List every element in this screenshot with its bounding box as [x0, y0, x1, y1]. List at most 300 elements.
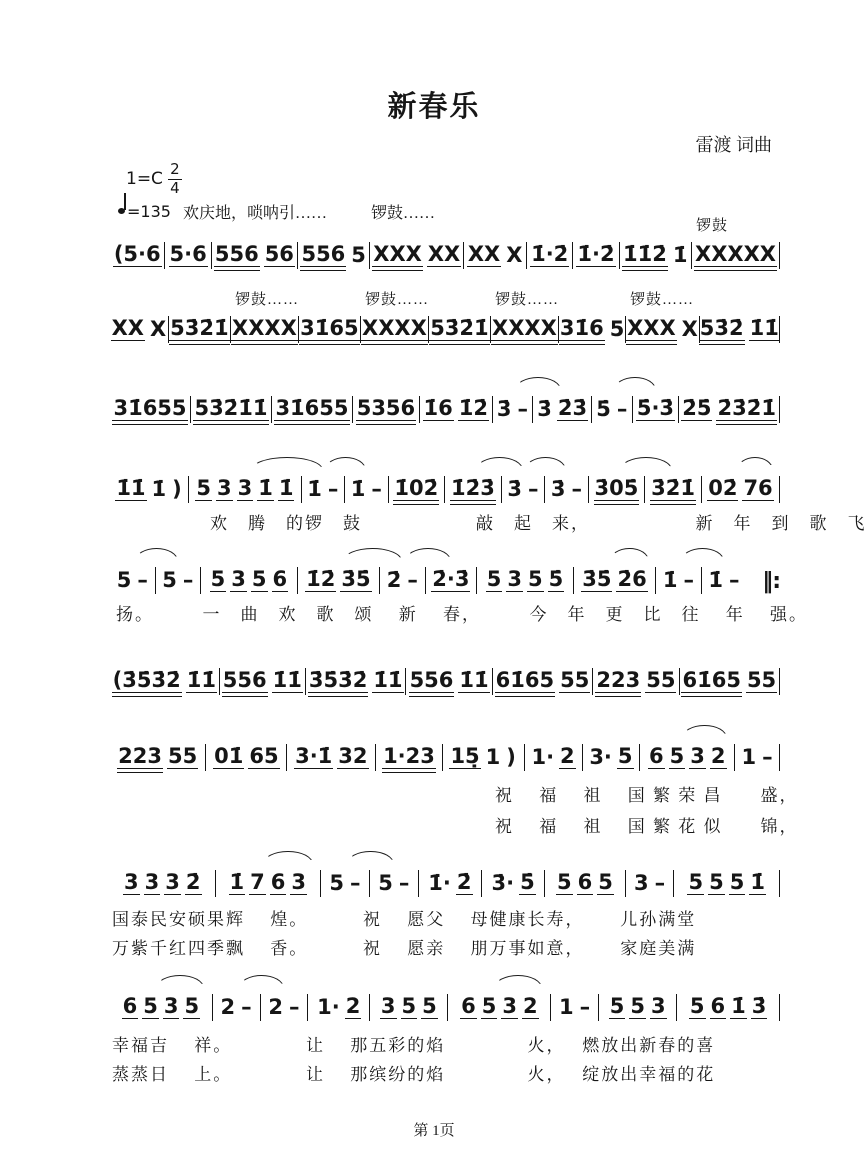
quarter-note-icon	[118, 208, 125, 214]
note-group: 2̇	[456, 870, 472, 894]
note-group: 2̇	[185, 870, 201, 894]
note-group: 1̇	[750, 870, 765, 894]
note-group: XXX	[627, 316, 676, 340]
note-group: 3	[231, 567, 246, 591]
music-line	[110, 863, 780, 897]
note-group: 556	[214, 242, 259, 266]
slur-arc	[263, 851, 312, 864]
percussion-label: 锣鼓……	[370, 204, 435, 222]
measure	[306, 670, 405, 695]
note-group: XXXX	[362, 316, 427, 340]
note-group: 02̇	[708, 476, 738, 500]
measure	[201, 569, 297, 594]
measure	[299, 318, 360, 343]
music-line	[110, 218, 780, 269]
note-group: 1̇1̇	[186, 668, 216, 692]
slur-arc	[325, 457, 366, 470]
percussion-label: 锣鼓……	[365, 292, 430, 308]
measure	[189, 478, 301, 503]
note-group: 2	[710, 744, 726, 768]
measure	[645, 478, 701, 503]
note-group: –	[327, 477, 339, 501]
measure	[370, 244, 463, 269]
measure	[376, 746, 441, 771]
measure	[626, 318, 698, 343]
music-line	[110, 661, 780, 695]
measure	[231, 318, 298, 343]
measure	[353, 398, 419, 423]
note-group: 1̇	[708, 568, 723, 592]
measure	[525, 746, 582, 771]
note-group: 2̇3̇	[557, 396, 588, 420]
slur-arc	[239, 975, 284, 988]
measure	[272, 398, 352, 423]
note-group: 3	[291, 870, 307, 894]
note-group: 5	[609, 317, 625, 341]
note-group: –	[571, 477, 582, 501]
note-group: 1̇	[350, 477, 366, 501]
note-group: (5·6	[113, 242, 161, 266]
note-group: 1̇	[258, 476, 273, 500]
measure	[420, 398, 492, 423]
tempo-value: =135	[127, 201, 171, 221]
measure	[527, 244, 572, 269]
note-group: –	[762, 745, 773, 769]
note-group: 556	[409, 668, 454, 692]
measure	[110, 872, 215, 897]
note-group: 1	[559, 995, 574, 1019]
note-group: 3̇2̇1̇	[651, 476, 695, 500]
note-group: 3	[124, 870, 139, 894]
note-group: 2̇	[386, 568, 402, 592]
note-group: 1̇1̇	[459, 668, 489, 692]
note-group: )	[172, 477, 182, 501]
lyrics-line: 幸福吉 祥。 让 那五彩的焰 火， 燃放出新春的喜	[112, 1036, 716, 1055]
note-group: 6	[577, 870, 593, 894]
measure	[110, 570, 155, 594]
note-group: 5	[669, 744, 685, 768]
slur-arc	[681, 548, 725, 561]
note-group: 556	[222, 668, 267, 692]
note-group: 3̇5̇	[341, 567, 371, 591]
percussion-label: 锣鼓	[696, 218, 729, 234]
note-group: –	[728, 568, 740, 592]
key-label: 1=C	[126, 169, 163, 189]
measure	[677, 996, 779, 1021]
note-group: 3·	[589, 745, 612, 769]
note-group: 5	[709, 870, 724, 894]
barline	[779, 668, 780, 695]
note-group: 6	[461, 994, 476, 1018]
intro-text: 欢庆地，唢呐引……	[182, 204, 327, 222]
note-group: 1̇2̇3̇	[451, 476, 495, 500]
note-group: 5	[422, 994, 437, 1018]
note-group: 3̇	[496, 397, 512, 421]
measure	[429, 318, 490, 343]
note-group: 556	[301, 242, 346, 266]
note-group: 5	[688, 870, 704, 894]
note-group: 1̇	[307, 477, 322, 501]
note-group: 31̇655	[275, 396, 349, 420]
measure	[551, 997, 598, 1021]
note-group: 53̇2̇1̇	[430, 316, 489, 340]
measure	[287, 746, 375, 771]
note-group: 1̇2̇	[458, 396, 488, 420]
measure	[574, 569, 655, 594]
note-group: –	[517, 397, 529, 421]
note-group: XX	[111, 316, 144, 340]
note-group: 3̇	[550, 477, 566, 501]
note-group: 1	[485, 745, 501, 769]
measure	[406, 670, 491, 695]
note-group: 76	[743, 476, 773, 500]
note-group: X	[506, 243, 523, 267]
note-group: –	[182, 568, 194, 592]
measure	[298, 569, 379, 594]
note-group: 1̇2̇	[306, 567, 336, 591]
measure	[680, 670, 779, 695]
note-group: 5	[196, 476, 211, 500]
page-number: 第 1页	[413, 1123, 455, 1139]
measure	[559, 318, 626, 343]
note-group: 3̇05̇	[594, 476, 639, 500]
music-line	[110, 389, 780, 423]
note-group: 5	[143, 994, 158, 1018]
measure	[656, 570, 701, 594]
note-group: 53̇2̇1̇	[170, 316, 229, 340]
measure	[482, 872, 544, 897]
note-group: 6	[649, 744, 664, 768]
note-group: XX	[427, 242, 461, 266]
note-group: 5	[556, 870, 572, 894]
note-group: 01̇	[214, 744, 244, 768]
note-group: X	[149, 317, 167, 341]
barline	[779, 870, 780, 897]
note-group: XXXX	[232, 316, 297, 340]
note-group: –	[289, 995, 300, 1019]
lyrics-line: 国泰民安硕果辉 煌。 祝 愿父 母健康长寿， 儿孙满堂	[112, 910, 697, 929]
measure	[620, 244, 691, 269]
note-group: –	[137, 568, 148, 592]
note-group: 6	[710, 994, 726, 1018]
composer-credit: 雷渡 词曲	[695, 135, 772, 155]
measure	[545, 479, 587, 503]
note-group: 31̇6	[559, 316, 604, 340]
slur-arc	[156, 975, 204, 988]
note-group: 5̇	[548, 567, 564, 591]
slur-arc	[476, 457, 523, 470]
note-group: 3̇	[507, 477, 523, 501]
note-group: 5	[729, 870, 745, 894]
note-group: 3	[144, 870, 160, 894]
measure	[592, 399, 632, 423]
note-group: –	[528, 477, 539, 501]
measure	[626, 873, 674, 897]
note-group: 223	[118, 744, 163, 768]
measure	[692, 244, 779, 269]
note-group: 3·1̇	[295, 744, 333, 768]
barline	[779, 744, 780, 771]
measure	[533, 398, 591, 423]
slur-arc	[251, 457, 323, 470]
note-group: 5	[378, 871, 393, 895]
measure	[156, 570, 201, 594]
note-group: 5	[689, 994, 705, 1018]
note-group: 3	[690, 744, 705, 768]
measure	[443, 746, 524, 771]
note-group: XXX	[373, 242, 422, 266]
measure	[308, 996, 369, 1021]
barline	[779, 316, 780, 343]
measure	[298, 244, 369, 269]
slur-arc	[494, 975, 542, 988]
note-group: 3̇5̇3̇2̇	[308, 668, 368, 692]
tempo-row	[118, 199, 868, 223]
note-group: 2̇·3̇	[432, 567, 470, 591]
note-group: 31̇65	[300, 316, 359, 340]
note-group: 1̇	[731, 994, 746, 1018]
time-signature	[168, 159, 182, 197]
lyrics-line: 欢 腾 的锣 鼓 敲 起 来， 新 年 到 歌 飞	[210, 514, 867, 533]
score	[110, 218, 867, 1085]
measure	[445, 478, 501, 503]
note-group: 3̇	[537, 397, 552, 421]
measure	[110, 670, 219, 695]
note-group: (3̇5̇3̇2̇	[112, 668, 181, 692]
note-group: 1̇·2̇	[531, 242, 569, 266]
note-group: 31̇655	[113, 396, 187, 420]
note-group: 3̇·	[491, 871, 515, 895]
measure	[345, 479, 387, 503]
measure	[110, 318, 168, 343]
measure	[191, 398, 271, 423]
note-group: 5	[527, 567, 543, 591]
note-group: 1·	[317, 995, 340, 1019]
note-group: 1̇	[151, 477, 167, 501]
note-group: 2	[220, 995, 236, 1019]
note-group: 3	[502, 994, 517, 1018]
note-group: 2̇5̇	[682, 396, 712, 420]
slur-arc	[525, 457, 566, 470]
repeat-barline: ‖:	[762, 569, 781, 594]
lyrics-line: 万紫千红四季飘 香。 祝 愿亲 朋万事如意， 家庭美满	[112, 939, 697, 958]
note-group: 56	[264, 242, 294, 266]
note-group: –	[683, 568, 694, 592]
measure	[361, 318, 428, 343]
note-group: 55	[746, 668, 777, 692]
music-line	[110, 560, 780, 594]
barline	[779, 242, 780, 269]
note-group: 55	[168, 744, 198, 768]
barline	[779, 476, 780, 503]
note-group: 1̇1̇	[116, 476, 146, 500]
note-group: 5	[598, 870, 613, 894]
note-group: 5	[210, 567, 226, 591]
note-group: 5·6	[169, 242, 207, 266]
note-group: 2	[560, 744, 575, 768]
measure	[502, 479, 544, 503]
measure	[110, 244, 164, 269]
measure	[216, 872, 321, 897]
note-group: 5356	[356, 396, 416, 420]
music-line	[110, 469, 780, 503]
note-group: 1̇1̇2̇	[623, 242, 667, 266]
slur-arc	[515, 377, 561, 390]
note-group: 3̇5̇	[582, 567, 612, 591]
measure	[213, 997, 260, 1021]
note-group: 53̇2̇1̇1̇	[194, 396, 268, 420]
measure	[389, 478, 445, 503]
note-group: 3	[237, 476, 253, 500]
measure	[493, 399, 533, 423]
music-line	[110, 987, 780, 1021]
measure	[165, 244, 210, 269]
measure	[220, 670, 305, 695]
note-group: –	[398, 871, 410, 895]
note-group: –	[579, 995, 591, 1019]
note-group: 1·	[531, 745, 555, 769]
note-group: 5	[251, 567, 267, 591]
note-group: 5̇	[520, 870, 535, 894]
note-group: –	[241, 995, 252, 1019]
note-group: 1̇1̇	[749, 316, 779, 340]
note-group: 1·23	[383, 744, 435, 768]
measure	[640, 746, 734, 771]
note-group: 15̣	[450, 744, 480, 768]
note-group: 5	[184, 994, 200, 1018]
measure	[302, 479, 344, 503]
barline	[779, 396, 780, 423]
measure	[110, 746, 205, 771]
note-group: 1̇	[662, 568, 678, 592]
note-group: –	[654, 871, 666, 895]
note-group: 5	[116, 568, 132, 592]
measure	[593, 670, 678, 695]
note-group: 5	[617, 744, 633, 768]
measure	[599, 996, 676, 1021]
note-group: –	[407, 568, 418, 592]
lyrics-line: 祝 福 祖 国 繁 荣 昌 盛，	[495, 786, 799, 805]
key-signature	[126, 159, 868, 199]
measure	[679, 398, 779, 423]
measure	[419, 872, 481, 897]
measure	[545, 872, 624, 897]
note-group: 6	[122, 994, 138, 1018]
slur-arc	[614, 377, 656, 390]
slur-arc	[620, 457, 672, 470]
measure	[493, 670, 592, 695]
note-group: 3	[163, 994, 179, 1018]
note-group: 1	[741, 745, 757, 769]
note-group: 3	[216, 476, 232, 500]
note-group: )	[506, 745, 516, 769]
measure	[674, 872, 779, 897]
note-group: –	[616, 397, 628, 421]
slur-arc	[610, 548, 648, 561]
measure	[583, 746, 640, 771]
note-group: 6	[270, 870, 286, 894]
note-group: 1̇02̇	[394, 476, 439, 500]
lyrics-line: 扬。 一 曲 欢 歌 颂 新 春， 今 年 更 比 往 年 强。	[116, 605, 808, 624]
meter-denominator: 4	[170, 178, 180, 197]
measure	[370, 996, 447, 1021]
measure	[370, 873, 418, 897]
measure	[700, 318, 780, 343]
note-group: XXXXX	[695, 242, 776, 266]
note-group: 5	[609, 994, 625, 1018]
measure	[212, 244, 297, 269]
note-group: 1̇·2̇	[577, 242, 615, 266]
note-group: 55	[646, 668, 676, 692]
note-group: 2	[522, 994, 538, 1018]
lyrics-line: 蒸蒸日 上。 让 那缤纷的焰 火， 绽放出幸福的花	[112, 1065, 716, 1084]
measure	[477, 569, 573, 594]
note-group: 3	[380, 994, 396, 1018]
note-group: –	[350, 871, 361, 895]
page-title: 新春乐	[387, 91, 481, 123]
note-group: 7	[250, 870, 265, 894]
slur-arc	[737, 457, 774, 470]
note-group: 5	[329, 871, 345, 895]
measure	[426, 569, 477, 594]
slur-arc	[135, 548, 179, 561]
music-line	[110, 737, 780, 771]
note-group: 223	[596, 668, 641, 692]
lyrics-line: 祝 福 祖 国 繁 花 似 锦，	[495, 817, 799, 836]
note-group: 1̇	[672, 243, 688, 267]
slur-arc	[405, 548, 451, 561]
note-group: 6	[272, 567, 288, 591]
note-group: 5	[481, 994, 497, 1018]
percussion-label: 锣鼓……	[630, 292, 695, 308]
slur-arc	[343, 548, 403, 561]
note-group: –	[371, 477, 382, 501]
measure	[261, 997, 308, 1021]
note-group: 3	[165, 870, 180, 894]
measure	[110, 996, 212, 1021]
measure	[702, 570, 747, 594]
note-group: 3	[507, 567, 522, 591]
barline	[779, 994, 780, 1021]
note-group: 1̇1̇	[272, 668, 302, 692]
measure	[589, 478, 645, 503]
measure	[110, 398, 190, 423]
note-group: 1̇6	[423, 396, 453, 420]
measure	[380, 570, 425, 594]
note-group: 2	[345, 994, 361, 1018]
measure	[464, 244, 526, 269]
note-group: 2̇3̇2̇1̇	[717, 396, 776, 420]
meter-numerator: 2	[170, 159, 180, 178]
note-group: 5	[162, 568, 177, 592]
note-group: X	[681, 317, 698, 341]
measure	[169, 318, 230, 343]
note-group: 1̇	[229, 870, 245, 894]
percussion-label: 锣鼓……	[495, 292, 560, 308]
music-line	[110, 292, 780, 343]
note-group: 2	[268, 995, 283, 1019]
measure	[321, 873, 369, 897]
percussion-label: 锣鼓……	[235, 292, 300, 308]
measure	[735, 747, 779, 771]
note-group: 5̇	[596, 397, 611, 421]
note-group: 61̇65	[682, 668, 741, 692]
note-group: XX	[467, 242, 501, 266]
note-group: 1̇·	[428, 871, 451, 895]
note-group: 1̇1̇	[373, 668, 403, 692]
note-group: 1̇	[278, 476, 294, 500]
measure	[448, 996, 550, 1021]
